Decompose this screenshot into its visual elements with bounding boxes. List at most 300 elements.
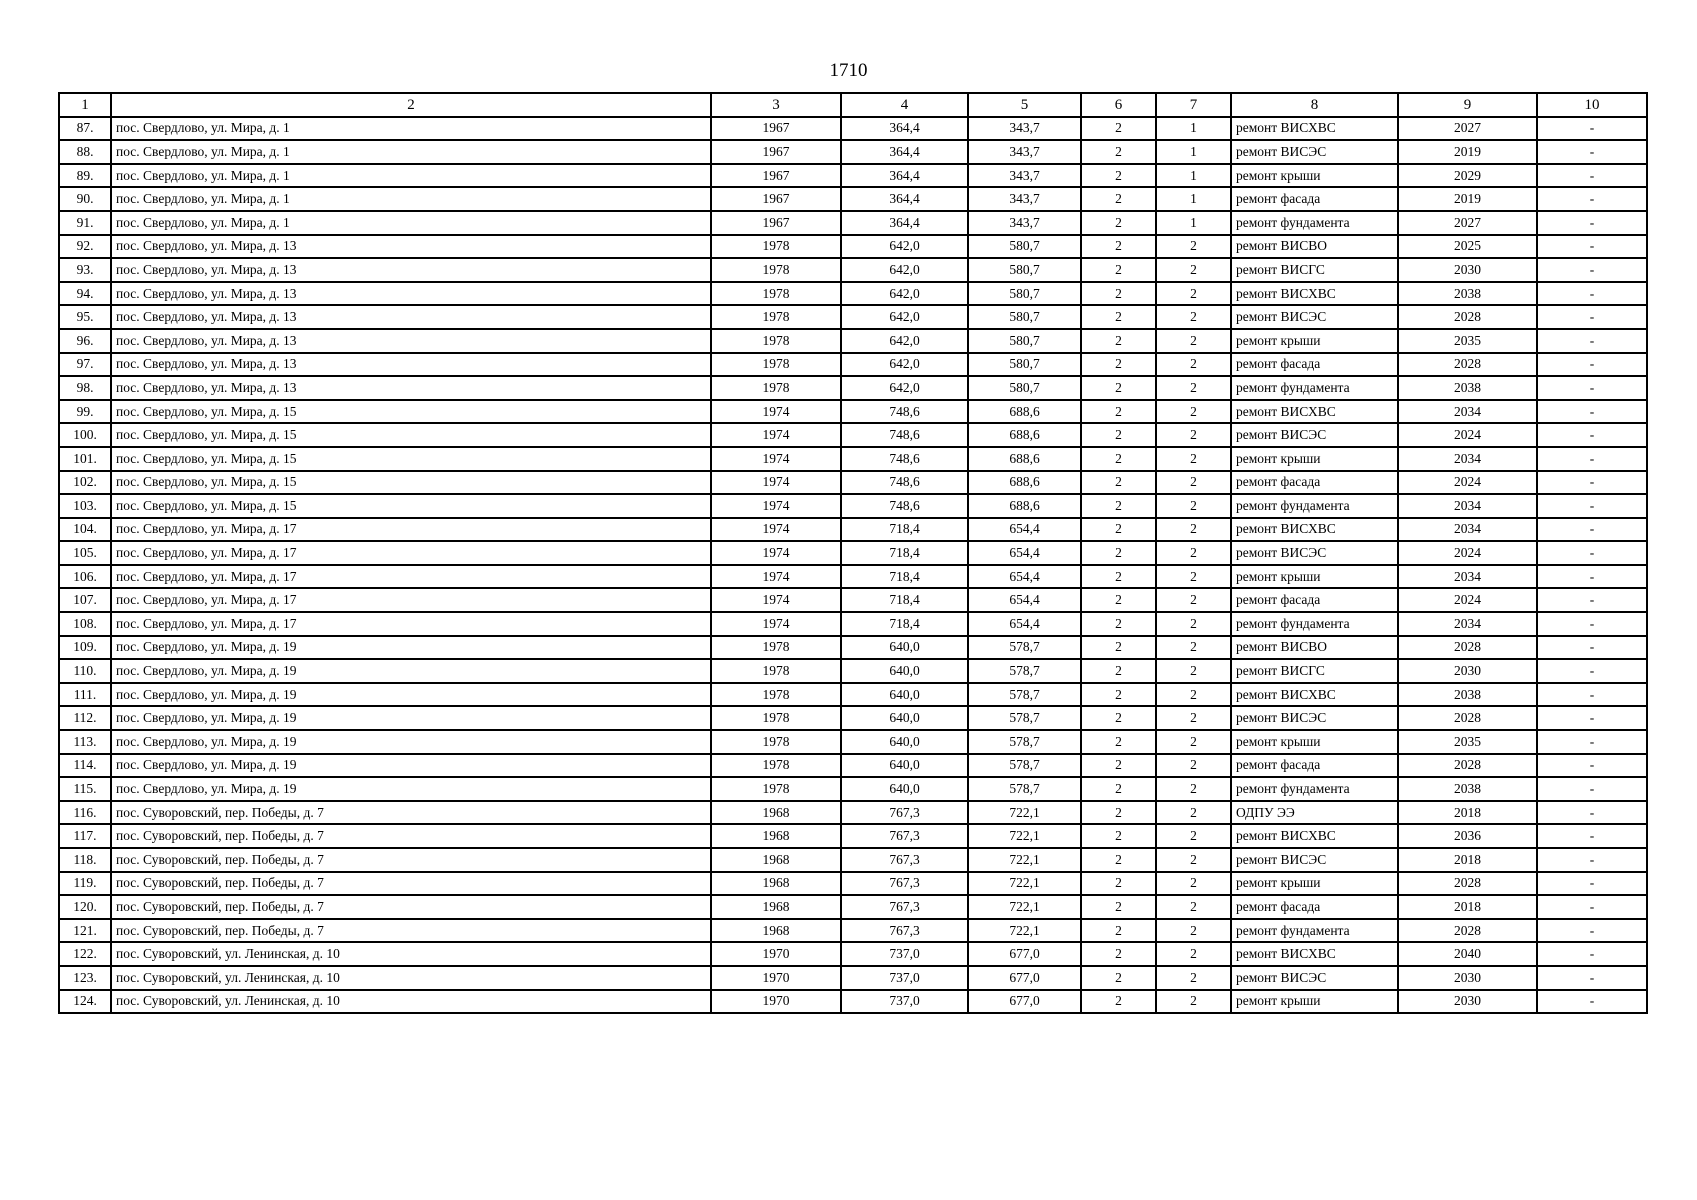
cell-note: - (1537, 164, 1647, 188)
cell-address: пос. Свердлово, ул. Мира, д. 13 (111, 282, 711, 306)
cell-total-area: 640,0 (841, 730, 968, 754)
cell-total-area: 718,4 (841, 541, 968, 565)
cell-address: пос. Суворовский, ул. Ленинская, д. 10 (111, 942, 711, 966)
cell-year: 1968 (711, 895, 841, 919)
cell-living-area: 722,1 (968, 848, 1081, 872)
cell-total-area: 642,0 (841, 258, 968, 282)
cell-work-type: ремонт ВИСЭС (1231, 140, 1398, 164)
cell-year-planned: 2027 (1398, 211, 1537, 235)
cell-address: пос. Свердлово, ул. Мира, д. 17 (111, 541, 711, 565)
cell-total-area: 767,3 (841, 824, 968, 848)
cell-living-area: 688,6 (968, 494, 1081, 518)
cell-work-type: ремонт ВИСХВС (1231, 400, 1398, 424)
table-row (59, 447, 1647, 471)
cell-row-number: 117. (59, 824, 111, 848)
cell-year-planned: 2028 (1398, 636, 1537, 660)
cell-year-planned: 2036 (1398, 824, 1537, 848)
cell-address: пос. Свердлово, ул. Мира, д. 17 (111, 612, 711, 636)
cell-living-area: 677,0 (968, 942, 1081, 966)
cell-row-number: 109. (59, 636, 111, 660)
cell-year-planned: 2028 (1398, 353, 1537, 377)
cell-year: 1974 (711, 494, 841, 518)
cell-total-area: 364,4 (841, 117, 968, 141)
cell-floors: 2 (1081, 541, 1156, 565)
cell-year: 1974 (711, 588, 841, 612)
cell-work-type: ремонт ВИСГС (1231, 659, 1398, 683)
cell-note: - (1537, 636, 1647, 660)
cell-note: - (1537, 117, 1647, 141)
cell-living-area: 722,1 (968, 895, 1081, 919)
cell-note: - (1537, 376, 1647, 400)
cell-entrances: 2 (1156, 754, 1231, 778)
cell-note: - (1537, 777, 1647, 801)
cell-work-type: ремонт ВИСЭС (1231, 848, 1398, 872)
cell-year: 1974 (711, 423, 841, 447)
table-row (59, 588, 1647, 612)
cell-year: 1978 (711, 683, 841, 707)
cell-living-area: 580,7 (968, 235, 1081, 259)
cell-living-area: 343,7 (968, 164, 1081, 188)
cell-floors: 2 (1081, 353, 1156, 377)
cell-address: пос. Свердлово, ул. Мира, д. 15 (111, 494, 711, 518)
cell-living-area: 578,7 (968, 659, 1081, 683)
cell-work-type: ремонт фасада (1231, 588, 1398, 612)
cell-total-area: 748,6 (841, 423, 968, 447)
cell-total-area: 640,0 (841, 659, 968, 683)
cell-floors: 2 (1081, 494, 1156, 518)
cell-work-type: ремонт фундамента (1231, 376, 1398, 400)
cell-entrances: 2 (1156, 730, 1231, 754)
cell-note: - (1537, 447, 1647, 471)
column-header-2: 2 (111, 93, 711, 117)
cell-total-area: 640,0 (841, 706, 968, 730)
cell-row-number: 96. (59, 329, 111, 353)
cell-floors: 2 (1081, 942, 1156, 966)
cell-work-type: ремонт фасада (1231, 754, 1398, 778)
cell-year-planned: 2034 (1398, 494, 1537, 518)
cell-address: пос. Свердлово, ул. Мира, д. 19 (111, 754, 711, 778)
cell-note: - (1537, 471, 1647, 495)
cell-entrances: 2 (1156, 966, 1231, 990)
cell-address: пос. Свердлово, ул. Мира, д. 15 (111, 423, 711, 447)
cell-row-number: 97. (59, 353, 111, 377)
cell-year: 1967 (711, 117, 841, 141)
cell-note: - (1537, 730, 1647, 754)
cell-floors: 2 (1081, 447, 1156, 471)
cell-year-planned: 2034 (1398, 612, 1537, 636)
cell-row-number: 110. (59, 659, 111, 683)
cell-note: - (1537, 588, 1647, 612)
table-row (59, 919, 1647, 943)
cell-year: 1968 (711, 801, 841, 825)
cell-year-planned: 2018 (1398, 848, 1537, 872)
table-row (59, 966, 1647, 990)
cell-floors: 2 (1081, 282, 1156, 306)
cell-year: 1978 (711, 235, 841, 259)
cell-total-area: 364,4 (841, 187, 968, 211)
cell-entrances: 2 (1156, 801, 1231, 825)
cell-address: пос. Свердлово, ул. Мира, д. 19 (111, 659, 711, 683)
cell-entrances: 2 (1156, 494, 1231, 518)
cell-row-number: 115. (59, 777, 111, 801)
cell-work-type: ремонт ВИСГС (1231, 258, 1398, 282)
cell-row-number: 106. (59, 565, 111, 589)
cell-year-planned: 2028 (1398, 706, 1537, 730)
cell-total-area: 767,3 (841, 801, 968, 825)
cell-living-area: 343,7 (968, 140, 1081, 164)
column-header-10: 10 (1537, 93, 1647, 117)
cell-work-type: ОДПУ ЭЭ (1231, 801, 1398, 825)
column-header-8: 8 (1231, 93, 1398, 117)
cell-year-planned: 2030 (1398, 258, 1537, 282)
cell-row-number: 89. (59, 164, 111, 188)
cell-work-type: ремонт фундамента (1231, 777, 1398, 801)
cell-address: пос. Свердлово, ул. Мира, д. 19 (111, 636, 711, 660)
cell-floors: 2 (1081, 376, 1156, 400)
cell-address: пос. Свердлово, ул. Мира, д. 19 (111, 706, 711, 730)
cell-floors: 2 (1081, 117, 1156, 141)
cell-row-number: 93. (59, 258, 111, 282)
cell-entrances: 2 (1156, 612, 1231, 636)
cell-entrances: 2 (1156, 305, 1231, 329)
cell-note: - (1537, 211, 1647, 235)
cell-total-area: 748,6 (841, 471, 968, 495)
cell-entrances: 2 (1156, 895, 1231, 919)
cell-address: пос. Свердлово, ул. Мира, д. 17 (111, 518, 711, 542)
cell-living-area: 580,7 (968, 329, 1081, 353)
cell-work-type: ремонт крыши (1231, 990, 1398, 1014)
cell-note: - (1537, 872, 1647, 896)
cell-note: - (1537, 895, 1647, 919)
cell-year: 1970 (711, 990, 841, 1014)
cell-address: пос. Суворовский, пер. Победы, д. 7 (111, 848, 711, 872)
column-header-3: 3 (711, 93, 841, 117)
cell-address: пос. Свердлово, ул. Мира, д. 19 (111, 730, 711, 754)
cell-living-area: 343,7 (968, 187, 1081, 211)
cell-living-area: 722,1 (968, 801, 1081, 825)
cell-year: 1974 (711, 471, 841, 495)
table-row (59, 683, 1647, 707)
cell-living-area: 654,4 (968, 565, 1081, 589)
cell-work-type: ремонт ВИСХВС (1231, 518, 1398, 542)
cell-entrances: 2 (1156, 541, 1231, 565)
cell-living-area: 654,4 (968, 612, 1081, 636)
cell-entrances: 2 (1156, 636, 1231, 660)
cell-note: - (1537, 140, 1647, 164)
cell-address: пос. Суворовский, пер. Победы, д. 7 (111, 801, 711, 825)
cell-living-area: 578,7 (968, 683, 1081, 707)
cell-year: 1968 (711, 824, 841, 848)
cell-work-type: ремонт ВИСХВС (1231, 282, 1398, 306)
cell-year: 1978 (711, 777, 841, 801)
cell-address: пос. Свердлово, ул. Мира, д. 17 (111, 565, 711, 589)
cell-floors: 2 (1081, 329, 1156, 353)
cell-floors: 2 (1081, 235, 1156, 259)
cell-entrances: 2 (1156, 258, 1231, 282)
cell-row-number: 104. (59, 518, 111, 542)
cell-living-area: 580,7 (968, 282, 1081, 306)
cell-row-number: 118. (59, 848, 111, 872)
cell-entrances: 2 (1156, 329, 1231, 353)
cell-note: - (1537, 305, 1647, 329)
cell-row-number: 103. (59, 494, 111, 518)
cell-floors: 2 (1081, 895, 1156, 919)
table-row (59, 777, 1647, 801)
table-row (59, 376, 1647, 400)
cell-year: 1974 (711, 400, 841, 424)
cell-note: - (1537, 848, 1647, 872)
cell-year-planned: 2038 (1398, 683, 1537, 707)
cell-entrances: 2 (1156, 565, 1231, 589)
cell-address: пос. Свердлово, ул. Мира, д. 13 (111, 329, 711, 353)
cell-year: 1968 (711, 872, 841, 896)
cell-year-planned: 2018 (1398, 801, 1537, 825)
cell-year-planned: 2040 (1398, 942, 1537, 966)
cell-floors: 2 (1081, 966, 1156, 990)
column-header-1: 1 (59, 93, 111, 117)
cell-living-area: 578,7 (968, 636, 1081, 660)
table-row (59, 235, 1647, 259)
cell-year-planned: 2038 (1398, 282, 1537, 306)
table-row (59, 471, 1647, 495)
cell-year-planned: 2034 (1398, 518, 1537, 542)
repair-schedule-table (58, 92, 1648, 1014)
cell-living-area: 688,6 (968, 423, 1081, 447)
column-header-6: 6 (1081, 93, 1156, 117)
cell-year-planned: 2024 (1398, 423, 1537, 447)
table-row (59, 754, 1647, 778)
cell-entrances: 2 (1156, 588, 1231, 612)
table-body (59, 117, 1647, 1014)
cell-floors: 2 (1081, 754, 1156, 778)
cell-total-area: 748,6 (841, 447, 968, 471)
cell-year-planned: 2024 (1398, 588, 1537, 612)
cell-year-planned: 2027 (1398, 117, 1537, 141)
cell-year: 1978 (711, 329, 841, 353)
cell-total-area: 767,3 (841, 872, 968, 896)
cell-living-area: 677,0 (968, 966, 1081, 990)
cell-year: 1978 (711, 754, 841, 778)
cell-note: - (1537, 942, 1647, 966)
column-header-7: 7 (1156, 93, 1231, 117)
cell-entrances: 2 (1156, 659, 1231, 683)
cell-living-area: 343,7 (968, 211, 1081, 235)
table-row (59, 353, 1647, 377)
cell-year-planned: 2030 (1398, 966, 1537, 990)
cell-year: 1974 (711, 518, 841, 542)
cell-floors: 2 (1081, 423, 1156, 447)
cell-year-planned: 2038 (1398, 376, 1537, 400)
cell-year-planned: 2030 (1398, 659, 1537, 683)
cell-year: 1978 (711, 282, 841, 306)
cell-entrances: 2 (1156, 683, 1231, 707)
table-row (59, 258, 1647, 282)
cell-entrances: 2 (1156, 518, 1231, 542)
cell-note: - (1537, 541, 1647, 565)
cell-year: 1967 (711, 187, 841, 211)
table-row (59, 990, 1647, 1014)
cell-note: - (1537, 494, 1647, 518)
cell-total-area: 718,4 (841, 518, 968, 542)
cell-total-area: 642,0 (841, 305, 968, 329)
column-header-9: 9 (1398, 93, 1537, 117)
cell-row-number: 124. (59, 990, 111, 1014)
cell-row-number: 94. (59, 282, 111, 306)
cell-year: 1967 (711, 211, 841, 235)
cell-year-planned: 2019 (1398, 187, 1537, 211)
table-row (59, 872, 1647, 896)
table-row (59, 518, 1647, 542)
cell-floors: 2 (1081, 518, 1156, 542)
table-row (59, 565, 1647, 589)
cell-total-area: 642,0 (841, 235, 968, 259)
cell-total-area: 642,0 (841, 282, 968, 306)
cell-row-number: 98. (59, 376, 111, 400)
cell-living-area: 580,7 (968, 376, 1081, 400)
cell-total-area: 748,6 (841, 400, 968, 424)
cell-note: - (1537, 518, 1647, 542)
cell-note: - (1537, 754, 1647, 778)
cell-floors: 2 (1081, 659, 1156, 683)
cell-note: - (1537, 400, 1647, 424)
cell-floors: 2 (1081, 801, 1156, 825)
cell-note: - (1537, 565, 1647, 589)
cell-year-planned: 2029 (1398, 164, 1537, 188)
table-row (59, 282, 1647, 306)
cell-address: пос. Свердлово, ул. Мира, д. 1 (111, 164, 711, 188)
cell-entrances: 2 (1156, 447, 1231, 471)
column-header-5: 5 (968, 93, 1081, 117)
cell-address: пос. Суворовский, пер. Победы, д. 7 (111, 895, 711, 919)
table-row (59, 494, 1647, 518)
cell-entrances: 2 (1156, 942, 1231, 966)
cell-entrances: 2 (1156, 848, 1231, 872)
cell-year: 1974 (711, 541, 841, 565)
cell-living-area: 688,6 (968, 447, 1081, 471)
table-row (59, 140, 1647, 164)
cell-address: пос. Свердлово, ул. Мира, д. 13 (111, 305, 711, 329)
cell-year-planned: 2030 (1398, 990, 1537, 1014)
cell-row-number: 114. (59, 754, 111, 778)
cell-floors: 2 (1081, 400, 1156, 424)
cell-row-number: 92. (59, 235, 111, 259)
cell-total-area: 767,3 (841, 848, 968, 872)
table-row (59, 187, 1647, 211)
cell-row-number: 87. (59, 117, 111, 141)
cell-total-area: 718,4 (841, 588, 968, 612)
table-row (59, 942, 1647, 966)
cell-year-planned: 2034 (1398, 565, 1537, 589)
cell-total-area: 767,3 (841, 895, 968, 919)
cell-year: 1970 (711, 942, 841, 966)
table-row (59, 659, 1647, 683)
cell-work-type: ремонт ВИСЭС (1231, 423, 1398, 447)
cell-floors: 2 (1081, 588, 1156, 612)
header-row (59, 93, 1647, 117)
cell-year-planned: 2034 (1398, 447, 1537, 471)
cell-row-number: 107. (59, 588, 111, 612)
cell-living-area: 578,7 (968, 777, 1081, 801)
cell-address: пос. Суворовский, ул. Ленинская, д. 10 (111, 966, 711, 990)
cell-year-planned: 2034 (1398, 400, 1537, 424)
cell-entrances: 2 (1156, 376, 1231, 400)
cell-work-type: ремонт крыши (1231, 730, 1398, 754)
cell-note: - (1537, 282, 1647, 306)
cell-floors: 2 (1081, 140, 1156, 164)
cell-note: - (1537, 824, 1647, 848)
cell-work-type: ремонт ВИСЭС (1231, 305, 1398, 329)
cell-note: - (1537, 966, 1647, 990)
cell-note: - (1537, 235, 1647, 259)
cell-year: 1967 (711, 140, 841, 164)
cell-row-number: 116. (59, 801, 111, 825)
cell-year-planned: 2028 (1398, 919, 1537, 943)
table-row (59, 329, 1647, 353)
cell-note: - (1537, 258, 1647, 282)
cell-year: 1978 (711, 353, 841, 377)
cell-work-type: ремонт фасада (1231, 353, 1398, 377)
cell-year-planned: 2038 (1398, 777, 1537, 801)
cell-year: 1978 (711, 376, 841, 400)
cell-year: 1974 (711, 447, 841, 471)
cell-row-number: 121. (59, 919, 111, 943)
cell-entrances: 2 (1156, 282, 1231, 306)
cell-note: - (1537, 612, 1647, 636)
cell-year: 1974 (711, 565, 841, 589)
cell-work-type: ремонт ВИСХВС (1231, 683, 1398, 707)
cell-living-area: 580,7 (968, 305, 1081, 329)
table-row (59, 730, 1647, 754)
cell-year-planned: 2035 (1398, 730, 1537, 754)
cell-entrances: 2 (1156, 824, 1231, 848)
cell-entrances: 2 (1156, 423, 1231, 447)
cell-address: пос. Свердлово, ул. Мира, д. 15 (111, 471, 711, 495)
cell-entrances: 1 (1156, 164, 1231, 188)
table-row (59, 164, 1647, 188)
cell-work-type: ремонт ВИСХВС (1231, 117, 1398, 141)
cell-living-area: 580,7 (968, 353, 1081, 377)
cell-total-area: 364,4 (841, 140, 968, 164)
cell-living-area: 578,7 (968, 754, 1081, 778)
cell-living-area: 578,7 (968, 706, 1081, 730)
cell-address: пос. Свердлово, ул. Мира, д. 13 (111, 258, 711, 282)
cell-floors: 2 (1081, 990, 1156, 1014)
cell-floors: 2 (1081, 471, 1156, 495)
cell-work-type: ремонт фундамента (1231, 612, 1398, 636)
table-row (59, 706, 1647, 730)
cell-living-area: 343,7 (968, 117, 1081, 141)
cell-note: - (1537, 990, 1647, 1014)
cell-address: пос. Свердлово, ул. Мира, д. 1 (111, 211, 711, 235)
cell-note: - (1537, 353, 1647, 377)
cell-row-number: 113. (59, 730, 111, 754)
cell-row-number: 95. (59, 305, 111, 329)
cell-total-area: 640,0 (841, 683, 968, 707)
cell-row-number: 105. (59, 541, 111, 565)
cell-work-type: ремонт ВИСЭС (1231, 541, 1398, 565)
cell-floors: 2 (1081, 258, 1156, 282)
table-row (59, 895, 1647, 919)
cell-year: 1978 (711, 730, 841, 754)
cell-work-type: ремонт крыши (1231, 164, 1398, 188)
table-row (59, 211, 1647, 235)
cell-floors: 2 (1081, 919, 1156, 943)
cell-work-type: ремонт ВИСХВС (1231, 824, 1398, 848)
cell-row-number: 99. (59, 400, 111, 424)
cell-floors: 2 (1081, 211, 1156, 235)
cell-row-number: 102. (59, 471, 111, 495)
cell-year-planned: 2028 (1398, 305, 1537, 329)
